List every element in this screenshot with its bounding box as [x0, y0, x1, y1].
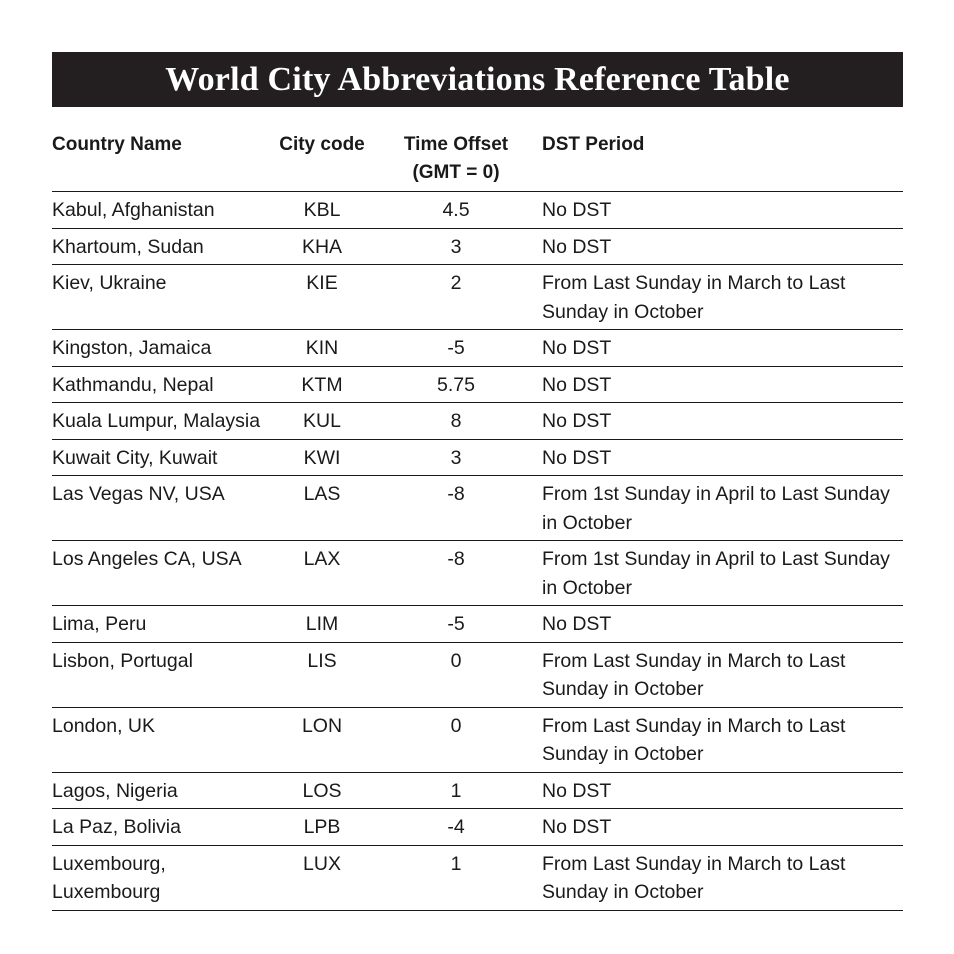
cell-city-code: LAX — [274, 541, 370, 606]
cell-city-code: LAS — [274, 476, 370, 541]
cell-dst-period: From Last Sunday in March to Last Sunday in October — [542, 642, 903, 707]
cell-city-code: KUL — [274, 403, 370, 440]
table-row — [52, 439, 903, 476]
cell-dst-period: From 1st Sunday in April to Last Sunday in October — [542, 476, 903, 541]
cell-dst-period: No DST — [542, 439, 903, 476]
city-abbreviations-table — [52, 131, 903, 911]
table-row — [52, 366, 903, 403]
cell-city-code: KIE — [274, 265, 370, 330]
cell-country: Kuwait City, Kuwait — [52, 439, 274, 476]
cell-dst-period: No DST — [542, 772, 903, 809]
cell-dst-period: No DST — [542, 366, 903, 403]
table-row — [52, 265, 903, 330]
table-row — [52, 403, 903, 440]
cell-country: Kuala Lumpur, Malaysia — [52, 403, 274, 440]
cell-country: Lima, Peru — [52, 606, 274, 643]
header-country-name: Country Name — [52, 131, 274, 192]
cell-dst-period: No DST — [542, 228, 903, 265]
table-row — [52, 541, 903, 606]
title-banner — [52, 52, 903, 107]
cell-time-offset: 0 — [370, 642, 542, 707]
cell-time-offset: 3 — [370, 439, 542, 476]
cell-dst-period: From Last Sunday in March to Last Sunday in October — [542, 845, 903, 910]
cell-country: Kabul, Afghanistan — [52, 192, 274, 229]
reference-page — [52, 52, 903, 911]
table-row — [52, 772, 903, 809]
cell-dst-period: No DST — [542, 606, 903, 643]
table-row — [52, 476, 903, 541]
header-dst-period: DST Period — [542, 131, 903, 192]
cell-country: La Paz, Bolivia — [52, 809, 274, 846]
cell-city-code: LON — [274, 707, 370, 772]
cell-country: Kiev, Ukraine — [52, 265, 274, 330]
header-time-offset-line2: (GMT = 0) — [412, 162, 500, 183]
table-row — [52, 330, 903, 367]
cell-time-offset: 8 — [370, 403, 542, 440]
table-row — [52, 642, 903, 707]
cell-time-offset: 1 — [370, 772, 542, 809]
cell-time-offset: 3 — [370, 228, 542, 265]
cell-city-code: LUX — [274, 845, 370, 910]
cell-country: Kathmandu, Nepal — [52, 366, 274, 403]
table-body — [52, 192, 903, 911]
header-time-offset — [370, 131, 542, 192]
table-row — [52, 845, 903, 910]
cell-country: Luxembourg, Luxembourg — [52, 845, 274, 910]
cell-city-code: KIN — [274, 330, 370, 367]
table-row — [52, 606, 903, 643]
table-row — [52, 228, 903, 265]
cell-time-offset: -5 — [370, 330, 542, 367]
cell-city-code: KBL — [274, 192, 370, 229]
header-city-code: City code — [274, 131, 370, 192]
cell-country: Lagos, Nigeria — [52, 772, 274, 809]
cell-time-offset: 4.5 — [370, 192, 542, 229]
table-row — [52, 707, 903, 772]
cell-city-code: LOS — [274, 772, 370, 809]
cell-city-code: KHA — [274, 228, 370, 265]
table-row — [52, 192, 903, 229]
cell-city-code: LIS — [274, 642, 370, 707]
cell-country: Lisbon, Portugal — [52, 642, 274, 707]
cell-country: Kingston, Jamaica — [52, 330, 274, 367]
cell-dst-period: No DST — [542, 403, 903, 440]
cell-country: Khartoum, Sudan — [52, 228, 274, 265]
cell-city-code: KWI — [274, 439, 370, 476]
cell-dst-period: From 1st Sunday in April to Last Sunday in October — [542, 541, 903, 606]
header-time-offset-line1: Time Offset — [403, 134, 509, 155]
cell-time-offset: -8 — [370, 476, 542, 541]
cell-country: Las Vegas NV, USA — [52, 476, 274, 541]
cell-dst-period: From Last Sunday in March to Last Sunday in October — [542, 265, 903, 330]
cell-dst-period: No DST — [542, 809, 903, 846]
cell-dst-period: No DST — [542, 192, 903, 229]
cell-time-offset: -5 — [370, 606, 542, 643]
cell-dst-period: No DST — [542, 330, 903, 367]
table-row — [52, 809, 903, 846]
cell-time-offset: 0 — [370, 707, 542, 772]
cell-time-offset: -8 — [370, 541, 542, 606]
page-title: World City Abbreviations Reference Table — [165, 60, 790, 98]
cell-city-code: LIM — [274, 606, 370, 643]
cell-time-offset: 1 — [370, 845, 542, 910]
cell-country: Los Angeles CA, USA — [52, 541, 274, 606]
table-header-row — [52, 131, 903, 192]
cell-country: London, UK — [52, 707, 274, 772]
cell-city-code: KTM — [274, 366, 370, 403]
cell-time-offset: -4 — [370, 809, 542, 846]
cell-time-offset: 2 — [370, 265, 542, 330]
cell-time-offset: 5.75 — [370, 366, 542, 403]
cell-dst-period: From Last Sunday in March to Last Sunday in October — [542, 707, 903, 772]
cell-city-code: LPB — [274, 809, 370, 846]
